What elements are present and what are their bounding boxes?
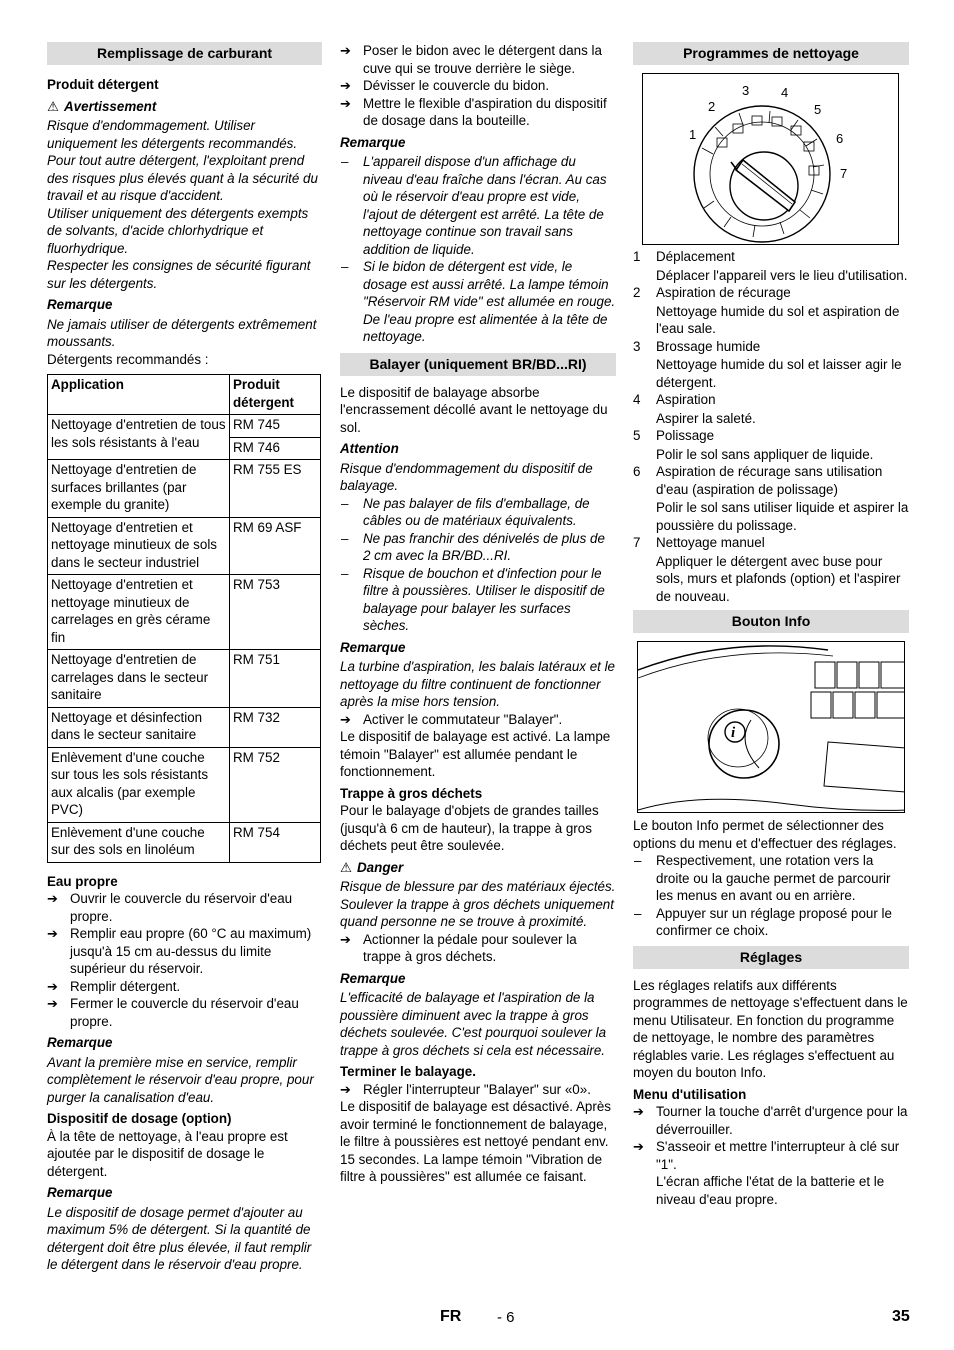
recommended-label: Détergents recommandés : — [47, 351, 209, 367]
danger-label: Danger — [357, 859, 404, 875]
terminer-text: Le dispositif de balayage est désactivé. Après avoir terminé le fonctionnement de balayage, le filtre à poussières est nettoyé pendant env. 15 secondes. La lampe témoin "Vibration de filtre à poussières" est allumée ce faisant. — [340, 1099, 611, 1184]
dosage-step: ➔ Mettre le flexible d'aspiration du dispositif de dosage dans la bouteille. — [340, 95, 616, 130]
warning-text: Risque d'endommagement. Utiliser uniquement les détergents recommandés. Pour tout autre détergent, l'exploitant prend des risques plus élevés quant à la sécurité du travail et au risque d'accident. — [47, 118, 318, 203]
terminer-title: Terminer le balayage. — [340, 1064, 476, 1079]
footer-language: FR — [440, 1308, 462, 1325]
table-cell: Enlèvement d'une couche sur tous les sols résistants aux alcalis (par exemple PVC) — [48, 747, 230, 822]
table-cell: Nettoyage d'entretien et nettoyage minutieux de sols dans le secteur industriel — [48, 517, 230, 575]
table-header-row — [48, 375, 321, 415]
dial-number: 6 — [836, 131, 844, 146]
table-cell: Nettoyage et désinfection dans le secteur sanitaire — [48, 707, 230, 747]
dial-number: 2 — [708, 99, 716, 114]
program-dial-illustration — [643, 74, 899, 245]
product-rm746: RM 746 — [233, 439, 280, 455]
table-cell: RM 732 — [230, 707, 321, 747]
section-title-balayer: Balayer (uniquement BR/BD...RI) — [340, 353, 616, 376]
eau-step: ➔ Remplir détergent. — [47, 978, 322, 996]
list-item: 2 Aspiration de récurage Nettoyage humide du sol et aspiration de l'eau sale. — [633, 285, 900, 336]
dosage-text: À la tête de nettoyage, à l'eau propre est ajoutée par le dispositif de dosage le détergent. — [47, 1128, 288, 1179]
table-row — [48, 575, 321, 650]
remarque2-text: Avant la première mise en service, remplir complètement le réservoir d'eau propre, pour purger la canalisation d'eau. — [47, 1054, 314, 1105]
list-item: 6 Aspiration de récurage sans utilisation d'eau (aspiration de polissage) Polir le sol sans utiliser liquide et aspirer la poussière du polissage. — [633, 464, 909, 533]
remarque3-label: Remarque — [47, 1185, 113, 1200]
list-item: 1 Déplacement Déplacer l'appareil vers le lieu d'utilisation. — [633, 249, 908, 283]
dosage-step: ➔ Dévisser le couvercle du bidon. — [340, 77, 616, 95]
warning-text-3: Respecter les consignes de sécurité figurant sur les détergents. — [47, 258, 311, 291]
table-row — [48, 747, 321, 822]
product-rm745: RM 745 — [230, 415, 320, 438]
attention-item: – Ne pas franchir des dénivelés de plus de 2 cm avec la BR/BD...RI. — [340, 530, 616, 565]
remarque-item: – L'appareil dispose d'un affichage du niveau d'eau fraîche dans l'écran. Au cas où le réservoir d'eau propre est vide, l'ajout de détergent est arrêté. La tête de nettoyage continue son travail sans addition de liquide. — [340, 153, 616, 258]
table-header-produit: Produit détergent — [230, 375, 321, 415]
attention-text: Risque d'endommagement du dispositif de balayage. — [340, 460, 593, 493]
info-text: Le bouton Info permet de sélectionner des options du menu et d'effectuer des réglages. — [633, 818, 897, 851]
remarque-label: Remarque — [340, 134, 406, 150]
list-item: 5 Polissage Polir le sol sans appliquer de liquide. — [633, 428, 874, 462]
balayer-intro: Le dispositif de balayage absorbe l'encrassement décollé avant le nettoyage du sol. — [340, 384, 608, 435]
dial-number: 4 — [781, 85, 789, 100]
dial-number: 7 — [840, 166, 848, 181]
info-item: – Appuyer sur un réglage proposé pour le confirmer ce choix. — [633, 905, 909, 940]
footer-local-page: - 6 — [497, 1309, 515, 1326]
produit-title: Produit détergent — [47, 77, 159, 92]
warning-triangle-icon: ⚠ — [340, 859, 353, 875]
menu-title: Menu d'utilisation — [633, 1086, 747, 1102]
info-item: – Respectivement, une rotation vers la droite ou la gauche permet de parcourir les menus en avant ou en arrière. — [633, 852, 909, 905]
table-cell: RM 755 ES — [230, 460, 321, 518]
table-cell: RM 752 — [230, 747, 321, 822]
warning-label: Avertissement — [64, 98, 157, 114]
table-cell: Nettoyage d'entretien de surfaces brillantes (par exemple du granite) — [48, 460, 230, 518]
table-cell: Nettoyage d'entretien de tous les sols résistants à l'eau — [48, 415, 230, 460]
attention-item: – Ne pas balayer de fils d'emballage, de câbles ou de matériaux équivalents. — [340, 495, 616, 530]
eau-title: Eau propre — [47, 873, 118, 889]
section-title-programmes: Programmes de nettoyage — [633, 42, 909, 65]
section-title-info: Bouton Info — [633, 610, 909, 633]
remarque2-label: Remarque — [340, 639, 406, 655]
eau-step: ➔ Remplir eau propre (60 °C au maximum) jusqu'à 15 cm au-dessus du limite supérieur du réservoir. — [47, 925, 322, 978]
dial-number: 5 — [814, 102, 822, 117]
section-title-remplissage: Remplissage de carburant — [47, 42, 322, 65]
remarque3-label: Remarque — [340, 970, 406, 986]
info-i-icon: i — [731, 725, 736, 741]
danger-text: Risque de blessure par des matériaux éjectés. Soulever la trappe à gros déchets uniquement quand personne ne se trouve à proximité. — [340, 879, 616, 929]
warning-heading — [47, 98, 322, 116]
step-pedale: ➔ Actionner la pédale pour soulever la trappe à gros déchets. — [340, 931, 616, 966]
table-cell — [230, 415, 321, 460]
dial-number: 1 — [689, 127, 697, 142]
attention-label: Attention — [340, 441, 399, 456]
table-cell: RM 753 — [230, 575, 321, 650]
menu-text: L'écran affiche l'état de la batterie et le niveau d'eau propre. — [656, 1174, 885, 1207]
info-button-illustration — [638, 642, 905, 813]
danger-heading — [340, 859, 616, 877]
table-row — [48, 460, 321, 518]
remarque-label: Remarque — [47, 297, 113, 312]
activer-text: Le dispositif de balayage est activé. La lampe témoin "Balayer" est allumée pendant le fonctionnement. — [340, 729, 611, 779]
reglages-text: Les réglages relatifs aux différents programmes de nettoyage s'effectuent dans le menu Utilisateur. En fonction du programme de nettoyage, le nombre des paramètres réglables varie. Les réglages s'effectuent au moyen du bouton Info. — [633, 977, 908, 1080]
eau-step: ➔ Ouvrir le couvercle du réservoir d'eau propre. — [47, 890, 322, 925]
remarque2-text: La turbine d'aspiration, les balais latéraux et le nettoyage du filtre continuent de fonctionner après la mise hors tension. — [340, 659, 615, 709]
column-right — [633, 42, 909, 1208]
remarque-item: – Si le bidon de détergent est vide, le dosage est aussi arrêté. La lampe témoin "Réservoir RM vide" est allumée en rouge. De l'eau propre est alimentée à la tête de nettoyage. — [340, 258, 616, 346]
table-row — [48, 517, 321, 575]
trappe-title: Trappe à gros déchets — [340, 785, 483, 801]
remarque3-text: Le dispositif de dosage permet d'ajouter au maximum 5% de détergent. Si la quantité de détergent doit être plus élevée, il faut remplir le détergent dans le réservoir d'eau propre. — [47, 1204, 312, 1272]
table-cell: RM 69 ASF — [230, 517, 321, 575]
detergent-table — [47, 374, 321, 863]
table-cell: RM 751 — [230, 650, 321, 708]
table-cell: Nettoyage d'entretien de carrelages dans le secteur sanitaire — [48, 650, 230, 708]
dosage-step: ➔ Poser le bidon avec le détergent dans la cuve qui se trouve derrière le siège. — [340, 42, 616, 77]
step-regler: ➔ Régler l'interrupteur "Balayer" sur «0». — [340, 1081, 616, 1099]
table-cell: Nettoyage d'entretien et nettoyage minutieux de carrelages en grès cérame fin — [48, 575, 230, 650]
dial-number: 3 — [742, 83, 750, 98]
column-middle — [340, 42, 616, 1186]
remarque2-label: Remarque — [47, 1035, 113, 1050]
table-row — [48, 650, 321, 708]
table-row — [48, 707, 321, 747]
program-list — [633, 248, 909, 605]
trappe-text: Pour le balayage d'objets de grandes tailles (jusqu'à 6 cm de hauteur), la trappe à gros déchets peut être soulevée. — [340, 803, 599, 853]
table-row — [48, 415, 321, 460]
warning-text-2: Utiliser uniquement des détergents exempts de solvants, d'acide chlorhydrique et fluorhydrique. — [47, 205, 309, 256]
program-dial-figure — [642, 73, 899, 245]
table-row — [48, 822, 321, 862]
list-item: 3 Brossage humide Nettoyage humide du sol et laisser agir le détergent. — [633, 338, 902, 390]
info-button-figure — [637, 641, 905, 813]
dosage-title: Dispositif de dosage (option) — [47, 1111, 232, 1126]
column-left — [47, 42, 322, 1274]
remarque-text: Ne jamais utiliser de détergents extrêmement moussants. — [47, 316, 317, 349]
eau-step: ➔ Fermer le couvercle du réservoir d'eau propre. — [47, 995, 322, 1030]
footer-page-number: 35 — [892, 1308, 910, 1325]
menu-step: ➔ S'asseoir et mettre l'interrupteur à clé sur "1". — [633, 1138, 909, 1173]
menu-step: ➔ Tourner la touche d'arrêt d'urgence pour la déverrouiller. — [633, 1103, 909, 1138]
list-item: 7 Nettoyage manuel Appliquer le détergent avec buse pour sols, murs et plafonds (option) et l'aspirer de nouveau. — [633, 535, 901, 604]
remarque3-text: L'efficacité de balayage et l'aspiration de la poussière diminuent avec la trappe à gros déchets soulevée. C'est pourquoi soulever la trappe à gros déchets si cela est nécessaire. — [340, 990, 607, 1058]
warning-triangle-icon: ⚠ — [47, 98, 60, 114]
attention-item: – Risque de bouchon et d'infection pour le filtre à poussières. Utiliser le dispositif de balayage pour balayer les surfaces sèches. — [340, 565, 616, 635]
table-header-application: Application — [48, 375, 230, 415]
section-title-reglages: Réglages — [633, 946, 909, 969]
table-cell: RM 754 — [230, 822, 321, 862]
step-activer: ➔ Activer le commutateur "Balayer". — [340, 711, 616, 729]
table-cell: Enlèvement d'une couche sur des sols en linoléum — [48, 822, 230, 862]
list-item: 4 Aspiration Aspirer la saleté. — [633, 392, 756, 426]
